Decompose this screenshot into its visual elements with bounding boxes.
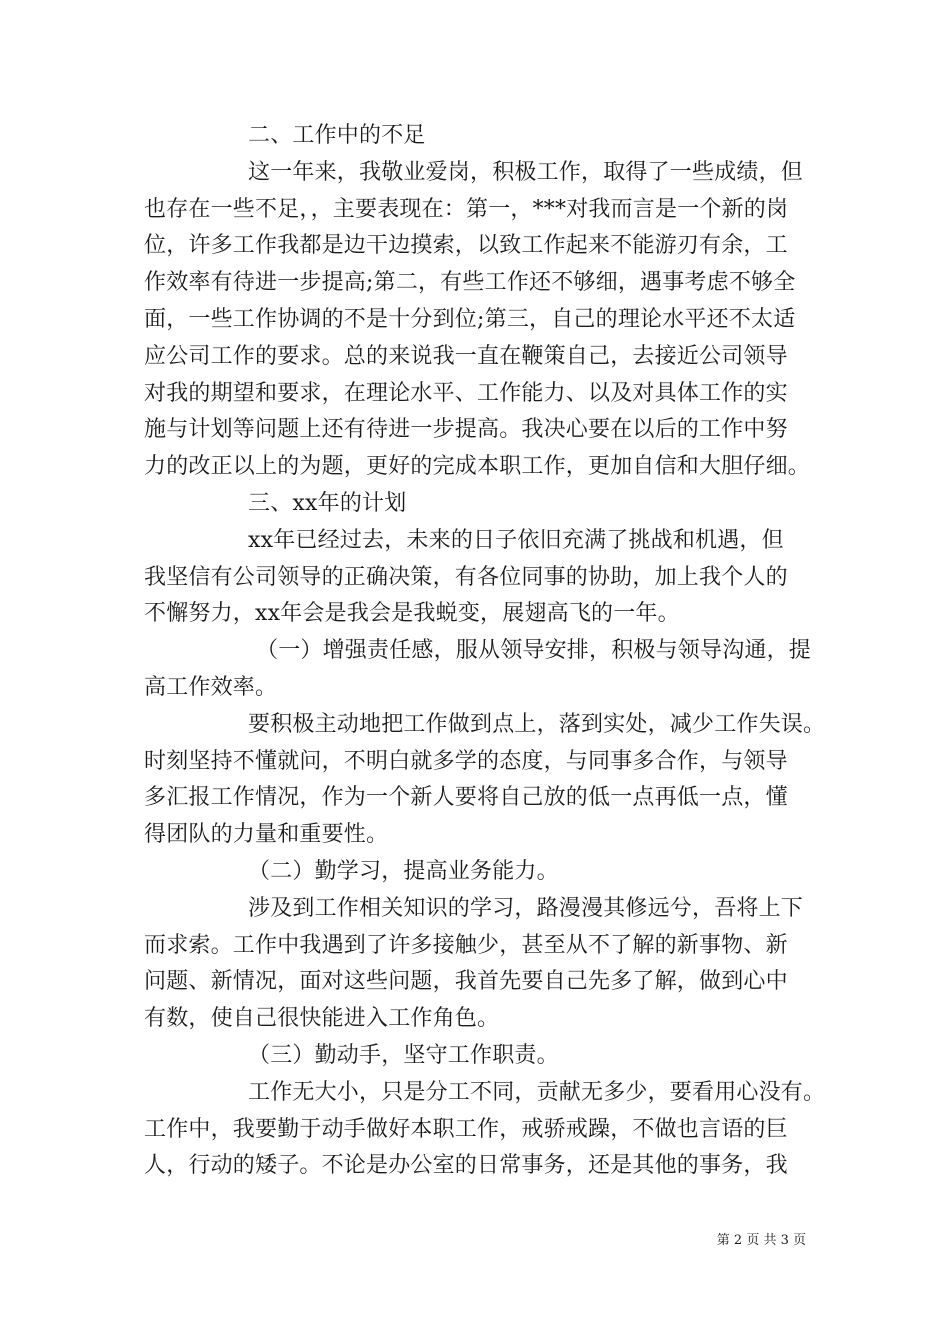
- paragraph-line: 工作中，我要勤于动手做好本职工作，戒骄戒躁，不做也言语的巨: [144, 1116, 788, 1142]
- subheading-hands-on: （三）勤动手，坚守工作职责。: [248, 1042, 559, 1068]
- paragraph-line: 应公司工作的要求。总的来说我一直在鞭策自己，去接近公司领导: [144, 343, 788, 369]
- paragraph-line: 有数，使自己很快能进入工作角色。: [144, 1006, 500, 1032]
- paragraph-line: 人，行动的矮子。不论是办公室的日常事务，还是其他的事务，我: [144, 1153, 788, 1179]
- subheading-responsibility: （一）增强责任感，服从领导安排，积极与领导沟通，提: [256, 638, 812, 664]
- paragraph-line: 问题、新情况，面对这些问题，我首先要自己先多了解，做到心中: [144, 969, 788, 995]
- paragraph-line: 涉及到工作相关知识的学习，路漫漫其修远兮，吾将上下: [248, 895, 804, 921]
- document-body: [144, 118, 826, 1185]
- paragraph-line: 位，许多工作我都是边干边摸索，以致工作起来不能游刃有余，工: [144, 233, 788, 259]
- paragraph-line: 这一年来，我敬业爱岗，积极工作，取得了一些成绩，但: [248, 159, 804, 185]
- paragraph-line: 多汇报工作情况，作为一个新人要将自己放的低一点再低一点，懂: [144, 785, 788, 811]
- paragraph-line: 不懈努力，xx年会是我会是我蜕变，展翅高飞的一年。: [144, 601, 680, 627]
- page-number: 第 2 页 共 3 页: [716, 1233, 806, 1248]
- paragraph-line: 也存在一些不足，，主要表现在：第一，***对我而言是一个新的岗: [144, 196, 789, 222]
- paragraph-line: 时刻坚持不懂就问，不明白就多学的态度，与同事多合作，与领导: [144, 748, 788, 774]
- paragraph-line: 而求索。工作中我遇到了许多接触少，甚至从不了解的新事物、新: [144, 932, 788, 958]
- paragraph-line: 要积极主动地把工作做到点上，落到实处，减少工作失误。: [248, 711, 826, 737]
- paragraph-line: 施与计划等问题上还有待进一步提高。我决心要在以后的工作中努: [144, 417, 788, 443]
- paragraph-line: 作效率有待进一步提高;第二，有些工作还不够细，遇事考虑不够全: [144, 270, 796, 296]
- paragraph-line: 工作无大小，只是分工不同，贡献无多少，要看用心没有。: [248, 1079, 826, 1105]
- section-heading-plan: 三、xx年的计划: [248, 490, 407, 516]
- paragraph-line: xx年已经过去，未来的日子依旧充满了挑战和机遇，但: [248, 527, 784, 553]
- paragraph-line: 力的改正以上的为题，更好的完成本职工作，更加自信和大胆仔细。: [144, 454, 811, 480]
- section-heading-shortcomings: 二、工作中的不足: [248, 123, 426, 148]
- subheading-study: （二）勤学习，提高业务能力。: [248, 858, 559, 884]
- paragraph-line: 对我的期望和要求，在理论水平、工作能力、以及对具体工作的实: [144, 380, 788, 406]
- paragraph-line: 我坚信有公司领导的正确决策，有各位同事的协助，加上我个人的: [144, 564, 788, 590]
- paragraph-line: 得团队的力量和重要性。: [144, 822, 389, 848]
- paragraph-line: 高工作效率。: [144, 674, 278, 700]
- paragraph-line: 面，一些工作协调的不是十分到位;第三，自己的理论水平还不太适: [144, 306, 796, 332]
